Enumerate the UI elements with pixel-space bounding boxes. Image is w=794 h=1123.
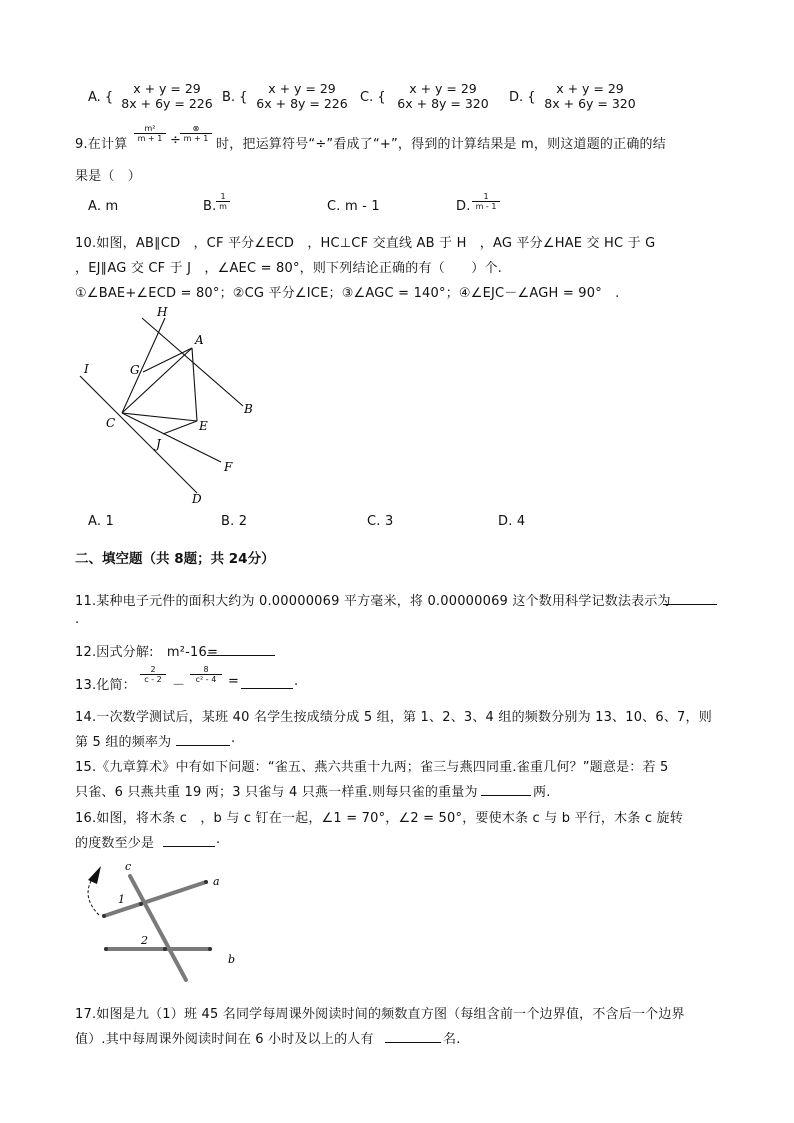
stick-a-tip-dot: [204, 880, 208, 884]
q9-frac1-den: m + 1: [137, 134, 163, 143]
q16-line-2: 的度数至少是: [75, 836, 155, 851]
q16-answer-blank[interactable]: [163, 832, 215, 847]
q8-c-eq1: x + y = 29: [409, 81, 477, 96]
q13-fraction-2: [190, 665, 222, 684]
q9-frac2-num: ⊗: [180, 124, 212, 134]
q8-d-eq1: x + y = 29: [556, 81, 624, 96]
segment-CE: [122, 413, 197, 421]
q17-line-2: 值）.其中每周课外阅读时间在 6 小时及以上的人有: [75, 1032, 374, 1047]
q17-answer-blank[interactable]: [385, 1028, 441, 1043]
q8-option-d-label: D. {: [509, 90, 536, 105]
q8-a-eq2: 8x + 6y = 226: [121, 96, 213, 111]
q9-optd-den: m - 1: [475, 202, 497, 211]
q8-option-b-label: B. {: [222, 90, 248, 105]
q11-answer-blank[interactable]: [663, 590, 717, 605]
q10-option-a: A. 1: [88, 514, 115, 529]
q8-a-eq1: x + y = 29: [133, 81, 201, 96]
q9-option-d-label: D.: [456, 199, 471, 214]
q8-option-a-label: A. {: [88, 90, 114, 105]
nail-2: [163, 947, 167, 951]
q9-optb-den: m: [219, 202, 227, 211]
nail-1: [139, 902, 143, 906]
q9-operator: ÷: [170, 133, 182, 148]
q13-equals: =: [228, 674, 240, 689]
segment-AE: [192, 348, 197, 421]
q14-line-1: 14.一次数学测试后，某班 40 名学生按成绩分成 5 组，第 1、2、3、4 组的频数分别为 13、10、6、7，则: [75, 710, 712, 725]
segment-CA: [122, 348, 192, 413]
line-ID: [80, 376, 197, 493]
q13-f1-den: c - 2: [144, 675, 162, 684]
q16-label-b: b: [228, 953, 236, 966]
q9-text-2: 果是（ ）: [75, 169, 142, 184]
q13-fraction-1: [140, 665, 166, 684]
q13-end: .: [294, 674, 299, 689]
stick-b-tip-dot: [208, 947, 212, 951]
q13-minus: －: [172, 678, 186, 693]
q9-option-b-label: B.: [203, 199, 217, 214]
stick-b-end-dot: [104, 947, 108, 951]
q16-sticks-figure: [75, 852, 250, 982]
q11-line-2: .: [75, 612, 80, 627]
label-I: I: [84, 362, 89, 376]
q13-f2-den: c² - 4: [195, 675, 217, 684]
q16-label-angle-2: 2: [141, 934, 148, 947]
q9-frac1-num: m²: [134, 124, 166, 134]
q15-line-2: 只雀、6 只燕共重 19 两；3 只雀与 4 只燕一样重.则每只雀的重量为: [75, 785, 478, 800]
q9-frac2-den: m + 1: [183, 134, 209, 143]
q16-label-a: a: [213, 875, 220, 888]
section-heading: 二、填空题（共 8题；共 24分）: [75, 551, 275, 567]
q17-end: 名.: [443, 1032, 461, 1047]
q13-prefix: 13.化简：: [75, 678, 136, 693]
q8-c-eq2: 6x + 8y = 320: [397, 96, 489, 111]
label-B: B: [244, 402, 253, 416]
q12-answer-blank[interactable]: [207, 641, 275, 656]
q16-label-angle-1: 1: [118, 893, 125, 906]
q16-line-1: 16.如图，将木条 c ，b 与 c 钉在一起，∠1 = 70°，∠2 = 50°，要使木条 c 与 b 平行，木条 c 旋转: [75, 811, 683, 826]
q15-end: 两.: [533, 785, 551, 800]
q10-option-c: C. 3: [367, 514, 394, 529]
q10-geometry-figure: [70, 300, 280, 510]
label-H: H: [157, 305, 168, 319]
q9-fraction-2: [180, 124, 212, 143]
q10-line-2: ，EJ∥AG 交 CF 于 J ，∠AEC = 80°，则下列结论正确的有（ ）个.: [75, 261, 502, 276]
q9-optb-num: 1: [216, 192, 230, 202]
q9-option-b-fraction: [216, 192, 230, 211]
q11-line-1: 11.某种电子元件的面积大约为 0.00000069 平方毫米，将 0.00000069 这个数用科学记数法表示为: [75, 594, 671, 609]
q8-b-eq2: 6x + 8y = 226: [256, 96, 348, 111]
q14-line-2: 第 5 组的频率为: [75, 735, 172, 750]
q16-label-c: c: [125, 860, 132, 873]
q9-optd-num: 1: [472, 192, 500, 202]
q15-answer-blank[interactable]: [481, 781, 531, 796]
stick-a-end-dot: [102, 914, 106, 918]
q13-f1-num: 2: [140, 665, 166, 675]
label-A: A: [195, 333, 204, 347]
label-E: E: [199, 419, 208, 433]
q10-option-b: B. 2: [221, 514, 248, 529]
q10-option-d: D. 4: [498, 514, 526, 529]
q8-option-c-label: C. {: [360, 90, 386, 105]
q13-f2-num: 8: [190, 665, 222, 675]
q10-line-1: 10.如图，AB∥CD ，CF 平分∠ECD ，HC⊥CF 交直线 AB 于 H ，AG 平分∠HAE 交 HC 于 G: [75, 236, 656, 251]
q9-option-c: C. m - 1: [327, 199, 380, 214]
label-D: D: [192, 492, 202, 506]
q15-line-1: 15.《九章算术》中有如下问题：“雀五、燕六共重十九两；雀三与燕四同重.雀重几何？”题意是：若 5: [75, 760, 669, 775]
segment-HC: [122, 318, 165, 413]
q9-fraction-1: [134, 124, 166, 143]
q16-end: .: [216, 832, 221, 847]
q14-end: .: [231, 731, 236, 746]
q9-text-1: 时，把运算符号“÷”看成了“+”，得到的计算结果是 m，则这道题的正确的结: [216, 137, 666, 152]
label-C: C: [106, 416, 116, 430]
segment-JE: [163, 421, 197, 434]
q13-answer-blank[interactable]: [241, 674, 293, 689]
q12-text: 12.因式分解: m²-16=: [75, 645, 219, 660]
label-G: G: [130, 363, 140, 377]
q9-option-a: A. m: [88, 199, 119, 214]
q10-line-3: ①∠BAE+∠ECD = 80°；②CG 平分∠ICE；③∠AGC = 140°；④∠EJC－∠AGH = 90° .: [75, 286, 620, 301]
q8-b-eq1: x + y = 29: [268, 81, 336, 96]
label-J: J: [156, 437, 161, 451]
label-F: F: [224, 460, 233, 474]
q8-d-eq2: 8x + 6y = 320: [544, 96, 636, 111]
q9-option-d-fraction: [472, 192, 500, 211]
q14-answer-blank[interactable]: [176, 731, 230, 746]
q9-prefix: 9.在计算: [75, 137, 128, 152]
q17-line-1: 17.如图是九（1）班 45 名同学每周课外阅读时间的频数直方图（每组含前一个边界值，不含后一个边界: [75, 1007, 685, 1022]
rotation-arrow-icon: [88, 866, 101, 884]
